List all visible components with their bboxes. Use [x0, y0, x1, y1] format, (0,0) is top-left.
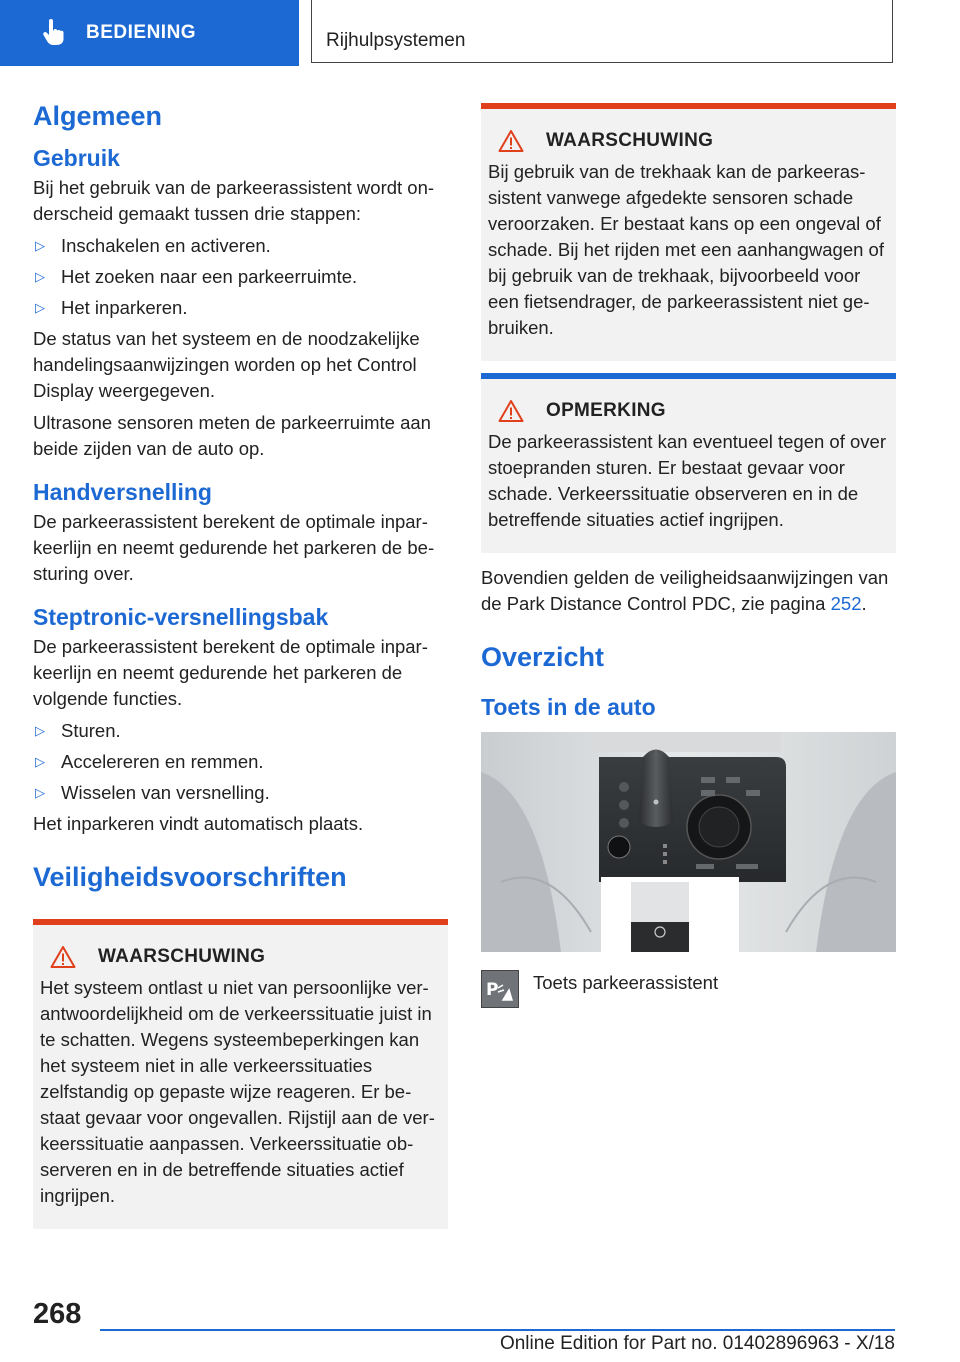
warning-box-2: [481, 103, 896, 361]
warning-text: Het systeem ontlast u niet van persoonlijke verantwoordelijkheid om de verkeerssituatie juist in te schatten. Wegens systeembeperkingen kan het systeem niet in alle verkeerssituaties zelfstandig op gepaste wijze reageren. Er bestaat gevaar voor ongevallen. Rijstijl aan de verkeerssituatie aanpassen. Verkeerssituatie observeren en in de betreffende situaties actief ingrijpen.: [40, 977, 435, 1207]
chapter-box: [311, 0, 893, 63]
heading-veiligheid: Veiligheidsvoorschriften: [33, 861, 347, 892]
section-tab: [0, 0, 299, 66]
notice-box: [481, 373, 896, 553]
heading-toets: Toets in de auto: [481, 694, 656, 721]
svg-text:P: P: [486, 980, 499, 1001]
hand-pointer-icon: [38, 18, 68, 48]
steptronic-auto: Het inparkeren vindt automatisch plaats.: [33, 812, 364, 834]
list-item: ▷ Inschakelen en activeren.: [33, 233, 448, 259]
triangle-bullet-icon: ▷: [35, 300, 45, 316]
heading-algemeen: Algemeen: [33, 101, 163, 131]
warning-triangle-icon: [498, 399, 524, 423]
handversnelling-text: De parkeerassistent berekent de optimale inparkeerlijn en neemt gedurende het parkeren de besturing over.: [33, 510, 435, 584]
warning-text: Bij gebruik van de trekhaak kan de parkeerassistent vanwege afgedekte sensoren schade veroorzaken. Er bestaat kans op een ongeval of schade. Bij het rijden met een aanhangwagen of bij gebruik van de trekhaak, bijvoorbeeld voor een fietsendrager, de parkeerassistent niet gebruiken.: [488, 161, 884, 338]
park-assist-button-icon: [481, 970, 519, 1008]
list-item: ▷ Accelereren en remmen.: [33, 749, 448, 775]
page-number: 268: [33, 1298, 82, 1330]
left-column: [33, 100, 448, 1229]
page-header: [0, 0, 960, 66]
pdc-reference: Bovendien gelden de veiligheidsaanwijzingen van de Park Distance Control PDC, zie pagina 252.: [481, 567, 889, 614]
notice-title: OPMERKING: [546, 400, 666, 421]
heading-steptronic: Steptronic-versnellingsbak: [33, 603, 329, 630]
footer-divider: [100, 1329, 895, 1331]
triangle-bullet-icon: ▷: [35, 784, 45, 800]
warning-box-1: [33, 919, 448, 1229]
list-item: ▷ Wisselen van versnelling.: [33, 780, 448, 806]
list-item: ▷ Sturen.: [33, 718, 448, 744]
warning-triangle-icon: [50, 945, 76, 969]
steptronic-text: De parkeerassistent berekent de optimale inparkeerlijn en neemt gedurende het parkeren de volgende functies.: [33, 635, 428, 709]
triangle-bullet-icon: ▷: [35, 722, 45, 738]
warning-title: WAARSCHUWING: [98, 946, 266, 968]
page-link[interactable]: 252: [830, 593, 862, 614]
heading-overzicht: Overzicht: [481, 642, 605, 672]
triangle-bullet-icon: ▷: [35, 753, 45, 769]
triangle-bullet-icon: ▷: [35, 238, 45, 254]
warning-triangle-icon: [498, 129, 524, 153]
gebruik-intro: Bij het gebruik van de parkeerassistent wordt onderscheid gemaakt tussen drie stappen:: [33, 177, 435, 225]
warning-title: WAARSCHUWING: [546, 130, 714, 151]
list-item: ▷ Het inparkeren.: [33, 295, 448, 321]
list-item: ▷ Het zoeken naar een parkeerruimte.: [33, 264, 448, 290]
heading-handversnelling: Handversnelling: [33, 479, 212, 506]
steptronic-functions-list: [33, 718, 448, 806]
gebruik-ultrasoon: Ultrasone sensoren meten de parkeerruimte aan beide zijden van de auto op.: [33, 412, 431, 460]
section-label: BEDIENING: [86, 22, 197, 43]
chapter-label: Rijhulpsystemen: [326, 30, 466, 51]
gebruik-steps-list: [33, 233, 448, 321]
center-console-photo: [481, 732, 896, 952]
button-caption: Toets parkeerassistent: [533, 972, 719, 994]
right-column: [481, 100, 896, 1008]
triangle-bullet-icon: ▷: [35, 269, 45, 285]
heading-gebruik: Gebruik: [33, 145, 120, 172]
button-caption-row: [481, 970, 896, 1008]
gebruik-status: De status van het systeem en de noodzakelijke handelingsaanwijzingen worden op het Control Display weergegeven.: [33, 328, 420, 402]
notice-text: De parkeerassistent kan eventueel tegen of over stoepranden sturen. Er bestaat gevaar voor schade. Verkeerssituatie observeren en in de betreffende situaties actief ingrijpen.: [488, 431, 886, 530]
edition-label: Online Edition for Part no. 01402896963 - X/18: [499, 1333, 895, 1354]
